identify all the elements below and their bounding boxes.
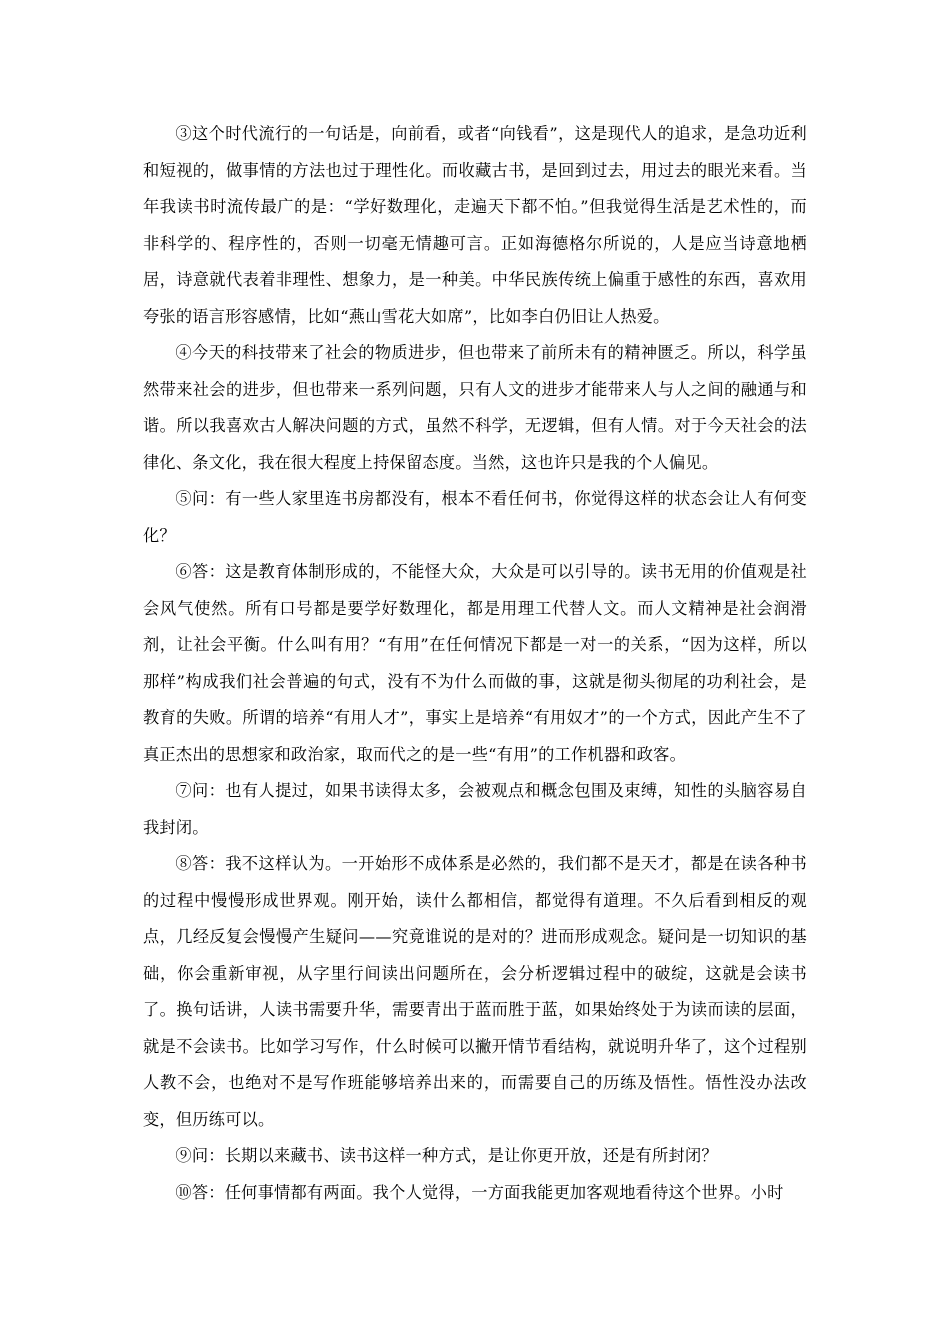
document-body — [143, 116, 807, 1211]
paragraph-9-question: ⑨问：长期以来藏书、读书这样一种方式，是让你更开放，还是有所封闭？ — [175, 1146, 718, 1165]
paragraph-6-answer: ⑥答：这是教育体制形成的，不能怪大众，大众是可以引导的。读书无用的价值观是社会风气使然。所有口号都是要学好数理化，都是用理工代替人文。而人文精神是社会润滑剂，让社会平衡。什么叫有用？“有用”在任何情况下都是一对一的关系，“因为这样，所以那样”构成我们社会普遍的句式，没有不为什么而做的事，这就是彻头彻尾的功利社会，是教育的失败。所谓的培养“有用人才”，事实上是培养“有用奴才”的一个方式，因此产生不了真正杰出的思想家和政治家，取而代之的是一些“有用”的工作机器和政客。 — [143, 562, 807, 764]
paragraph-5-question: ⑤问：有一些人家里连书房都没有，根本不看任何书，你觉得这样的状态会让人有何变化？ — [143, 489, 807, 545]
paragraph-7-question: ⑦问：也有人提过，如果书读得太多，会被观点和概念包围及束缚，知性的头脑容易自我封闭。 — [143, 781, 807, 837]
paragraph-8-answer: ⑧答：我不这样认为。一开始形不成体系是必然的，我们都不是天才，都是在读各种书的过程中慢慢形成世界观。刚开始，读什么都相信，都觉得有道理。不久后看到相反的观点，几经反复会慢慢产生疑问——究竟谁说的是对的？进而形成观念。疑问是一切知识的基础，你会重新审视，从字里行间读出问题所在，会分析逻辑过程中的破绽，这就是会读书了。换句话讲，人读书需要升华，需要青出于蓝而胜于蓝，如果始终处于为读而读的层面，就是不会读书。比如学习写作，什么时候可以撇开情节看结构，就说明升华了，这个过程别人教不会，也绝对不是写作班能够培养出来的，而需要自己的历练及悟性。悟性没办法改变，但历练可以。 — [143, 854, 807, 1129]
paragraph-4: ④今天的科技带来了社会的物质进步，但也带来了前所未有的精神匮乏。所以，科学虽然带来社会的进步，但也带来一系列问题，只有人文的进步才能带来人与人之间的融通与和谐。所以我喜欢古人解决问题的方式，虽然不科学，无逻辑，但有人情。对于今天社会的法律化、条文化，我在很大程度上持保留态度。当然，这也许只是我的个人偏见。 — [143, 343, 807, 472]
paragraph-3: ③这个时代流行的一句话是，向前看，或者“向钱看”，这是现代人的追求，是急功近利和短视的，做事情的方法也过于理性化。而收藏古书，是回到过去，用过去的眼光来看。当年我读书时流传最广的是：“学好数理化，走遍天下都不怕。”但我觉得生活是艺术性的，而非科学的、程序性的，否则一切毫无情趣可言。正如海德格尔所说的，人是应当诗意地栖居，诗意就代表着非理性、想象力，是一种美。中华民族传统上偏重于感性的东西，喜欢用夸张的语言形容感情，比如“燕山雪花大如席”，比如李白仍旧让人热爱。 — [143, 124, 807, 326]
paragraph-10-answer: ⑩答：任何事情都有两面。我个人觉得，一方面我能更加客观地看待这个世界。小时 — [175, 1182, 784, 1202]
